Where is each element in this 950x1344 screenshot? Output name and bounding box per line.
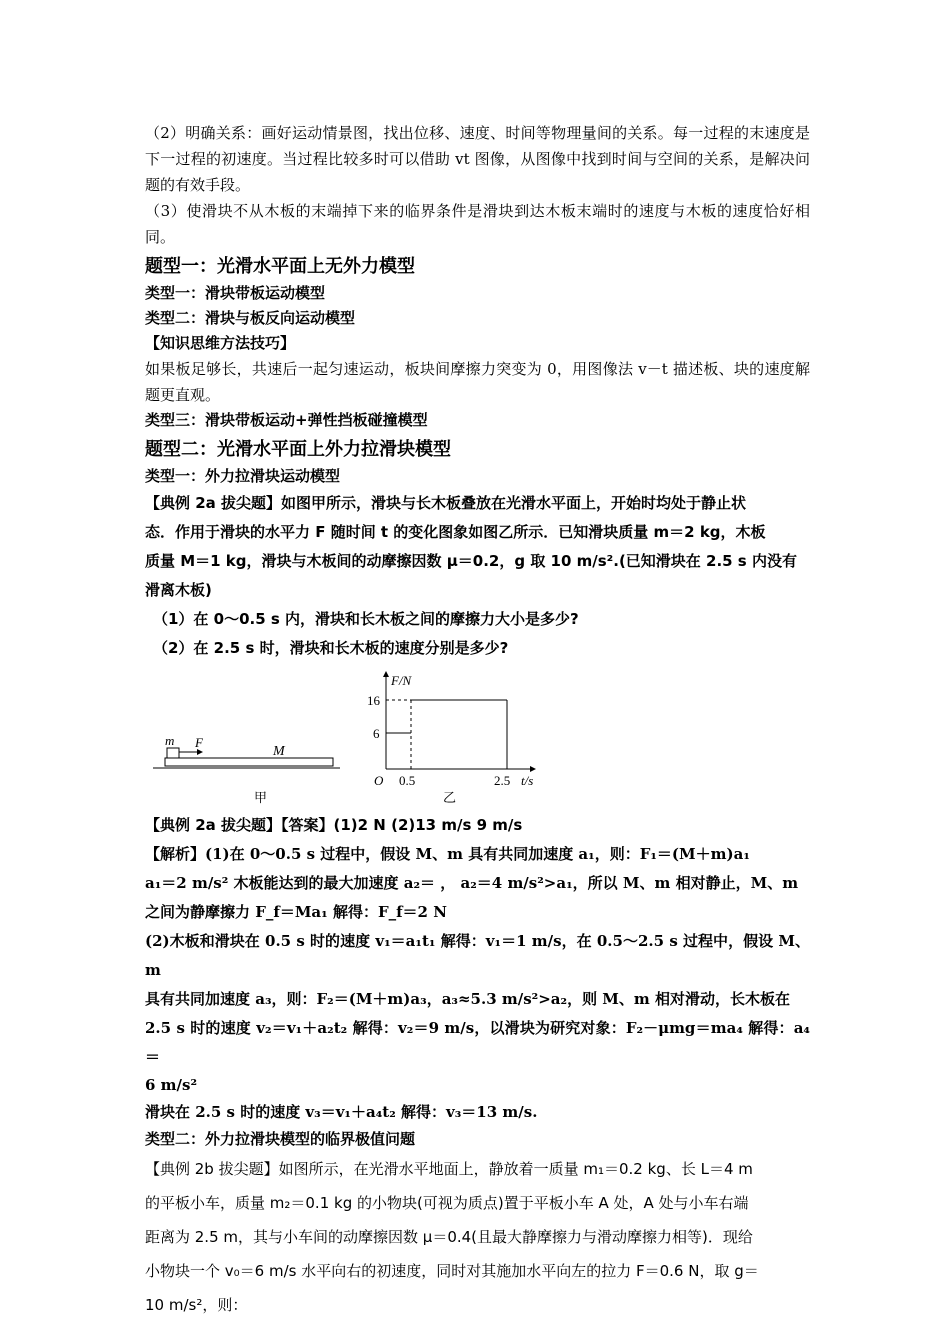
section-1-type-3: 类型三：滑块带板运动+弹性挡板碰撞模型 xyxy=(145,411,428,429)
board-M xyxy=(165,758,333,766)
figure-area xyxy=(145,669,810,809)
paragraph-point-2: （2）明确关系：画好运动情景图，找出位移、速度、时间等物理量间的关系。每一过程的末速度是下一过程的初速度。当过程比较多时可以借助 vt 图像，从图像中找到时间与空间的关系，是解决问题的有效手段。 xyxy=(145,124,810,194)
analysis-line-5: 具有共同加速度 a₃，则：F₂＝(M＋m)a₃，a₃≈5.3 m/s²>a₂，则 M、m 相对滑动，长木板在 xyxy=(145,990,791,1008)
label-M: M xyxy=(273,744,285,759)
example-2b-line-3: 距离为 2.5 m，其与小车间的动摩擦因数 μ＝0.4(且最大静摩擦力与滑动摩擦力相等)．现给 xyxy=(145,1228,753,1246)
example-2a-line-3: 质量 M＝1 kg，滑块与木板间的动摩擦因数 μ＝0.2，g 取 10 m/s².(已知滑块在 2.5 s 内没有 xyxy=(145,552,797,570)
tick-6: 6 xyxy=(373,726,380,741)
answer-line: 【典例 2a 拔尖题】【答案】(1)2 N (2)13 m/s 9 m/s xyxy=(145,816,523,834)
section-2-type-1: 类型一：外力拉滑块运动模型 xyxy=(145,467,341,485)
example-2b xyxy=(145,1152,810,1322)
tip-heading: 【知识思维方法技巧】 xyxy=(145,334,296,352)
F-axis-arrow xyxy=(383,671,389,677)
x-axis-label: t/s xyxy=(521,773,534,788)
block-m xyxy=(167,748,179,758)
tick-16: 16 xyxy=(367,693,380,708)
document-page xyxy=(145,120,810,1322)
analysis-line-3: 之间为静摩擦力 F_f＝Ma₁ 解得：F_f＝2 N xyxy=(145,903,447,921)
example-2b-line-4: 小物块一个 v₀＝6 m/s 水平向右的初速度，同时对其施加水平向左的拉力 F＝0.6 N，取 g＝ xyxy=(145,1262,759,1280)
analysis-line-2: a₁＝2 m/s² 木板能达到的最大加速度 a₂＝ ， a₂＝4 m/s²>a₁，所以 M、m 相对静止，M、m xyxy=(145,874,799,892)
analysis-line-1: 【解析】(1)在 0～0.5 s 过程中，假设 M、m 具有共同加速度 a₁，则：F₁＝(M＋m)a₁ xyxy=(145,845,750,863)
example-2b-line-1: 【典例 2b 拔尖题】如图所示，在光滑水平地面上，静放着一质量 m₁＝0.2 kg、长 L＝4 m xyxy=(145,1160,753,1178)
paragraph-point-3: （3）使滑块不从木板的末端掉下来的临界条件是滑块到达木板末端时的速度与木板的速度恰好相同。 xyxy=(145,202,810,246)
analysis-line-4: (2)木板和滑块在 0.5 s 时的速度 v₁＝a₁t₁ 解得：v₁＝1 m/s，在 0.5～2.5 s 过程中，假设 M、m xyxy=(145,932,810,979)
label-m: m xyxy=(165,733,175,748)
tip-text: 如果板足够长，共速后一起匀速运动，板块间摩擦力突变为 0，用图像法 v－t 描述板、块的速度解题更直观。 xyxy=(145,360,810,404)
example-2a-line-1: 【典例 2a 拔尖题】如图甲所示，滑块与长木板叠放在光滑水平面上，开始时均处于静止状 xyxy=(145,494,747,512)
example-2b-line-5: 10 m/s²，则： xyxy=(145,1296,248,1314)
analysis-line-7: 6 m/s² xyxy=(145,1076,198,1094)
answer-block xyxy=(145,811,810,1127)
section-1-type-2: 类型二：滑块与板反向运动模型 xyxy=(145,309,356,327)
figure-yi-graph xyxy=(367,671,536,806)
analysis-line-6: 2.5 s 时的速度 v₂＝v₁＋a₂t₂ 解得：v₂＝9 m/s，以滑块为研究对象：F₂－μmg＝ma₄ 解得：a₄＝ xyxy=(145,1019,810,1066)
tick-05: 0.5 xyxy=(399,773,416,788)
example-2a-line-4: 滑离木板) xyxy=(145,581,212,599)
figure-jia xyxy=(153,733,340,806)
question-1: （1）在 0～0.5 s 内，滑块和长木板之间的摩擦力大小是多少? xyxy=(153,610,579,628)
example-2a-line-2: 态．作用于滑块的水平力 F 随时间 t 的变化图象如图乙所示．已知滑块质量 m＝2 kg，木板 xyxy=(145,523,766,541)
figure-yi-label: 乙 xyxy=(443,791,457,806)
section-2-title: 题型二：光滑水平面上外力拉滑块模型 xyxy=(145,439,451,460)
analysis-line-8: 滑块在 2.5 s 时的速度 v₃＝v₁＋a₄t₂ 解得：v₃＝13 m/s. xyxy=(145,1103,538,1121)
label-F: F xyxy=(195,735,203,750)
y-axis-label: F/N xyxy=(391,673,412,688)
section-2-type-2: 类型二：外力拉滑块模型的临界极值问题 xyxy=(145,1130,416,1148)
figure-jia-label: 甲 xyxy=(254,791,268,806)
example-2a xyxy=(145,489,810,663)
tick-25: 2.5 xyxy=(494,773,511,788)
t-axis-arrow xyxy=(530,766,536,772)
section-1-title: 题型一：光滑水平面上无外力模型 xyxy=(145,256,415,277)
question-2: （2）在 2.5 s 时，滑块和长木板的速度分别是多少? xyxy=(153,639,509,657)
figure-svg xyxy=(145,669,565,809)
section-1-type-1: 类型一：滑块带板运动模型 xyxy=(145,284,326,302)
example-2b-line-2: 的平板小车，质量 m₂＝0.1 kg 的小物块(可视为质点)置于平板小车 A 处，A 处与小车右端 xyxy=(145,1194,749,1212)
origin-label: O xyxy=(374,773,384,788)
